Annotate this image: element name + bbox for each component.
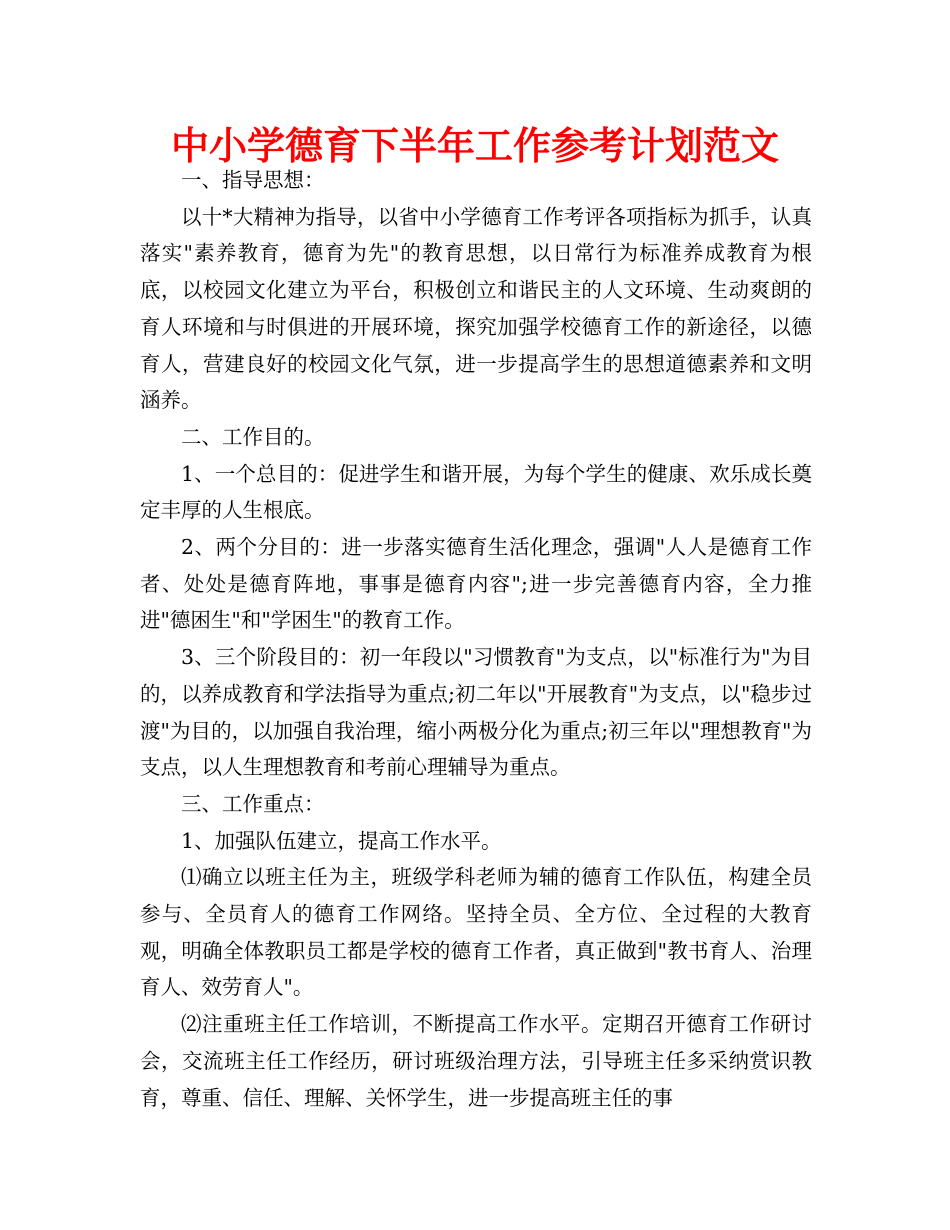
section-heading-work-goals: 二、工作目的。 (181, 424, 325, 449)
paragraph-item-2: ⑵注重班主任工作培训，不断提高工作水平。定期召开德育工作研讨会，交流班主任工作经历，研讨班级治理方法，引导班主任多采纳赏识教育，尊重、信任、理解、关怀学生，进一步提高班主任的事 (140, 1012, 812, 1110)
section-heading-work-focus: 三、工作重点： (181, 791, 325, 816)
paragraph-item-1: ⑴确立以班主任为主，班级学科老师为辅的德育工作队伍，构建全员参与、全员育人的德育工作网络。坚持全员、全方位、全过程的大教育观，明确全体教职员工都是学校的德育工作者，真正做到"教书育人、治理育人、效劳育人"。 (140, 865, 812, 1000)
document-body (140, 162, 812, 1116)
page-title: 中小学德育下半年工作参考计划范文 (170, 124, 779, 168)
paragraph-stage-goals: 3、三个阶段目的：初一年段以"习惯教育"为支点，以"标准行为"为目的，以养成教育和学法指导为重点;初二年以"开展教育"为支点，以"稳步过渡"为目的，以加强自我治理，缩小两极分化为重点;初三年以"理想教育"为支点，以人生理想教育和考前心理辅导为重点。 (140, 645, 812, 780)
paragraph-guiding-thought: 以十*大精神为指导，以省中小学德育工作考评各项指标为抓手，认真落实"素养教育，德育为先"的教育思想，以日常行为标准养成教育为根底，以校园文化建立为平台，积极创立和谐民主的人文环境、生动爽朗的育人环境和与时俱进的开展环境，探究加强学校德育工作的新途径，以德育人，营建良好的校园文化气氛，进一步提高学生的思想道德素养和文明涵养。 (140, 204, 812, 413)
paragraph-sub-goals: 2、两个分目的：进一步落实德育生活化理念，强调"人人是德育工作者、处处是德育阵地，事事是德育内容";进一步完善德育内容，全力推进"德困生"和"学困生"的教育工作。 (140, 535, 812, 633)
paragraph-team-building: 1、加强队伍建立，提高工作水平。 (181, 828, 502, 853)
section-heading-guiding-thought: 一、指导思想： (181, 168, 325, 192)
paragraph-overall-goal: 1、一个总目的：促进学生和谐开展，为每个学生的健康、欢乐成长奠定丰厚的人生根底。 (140, 461, 812, 523)
